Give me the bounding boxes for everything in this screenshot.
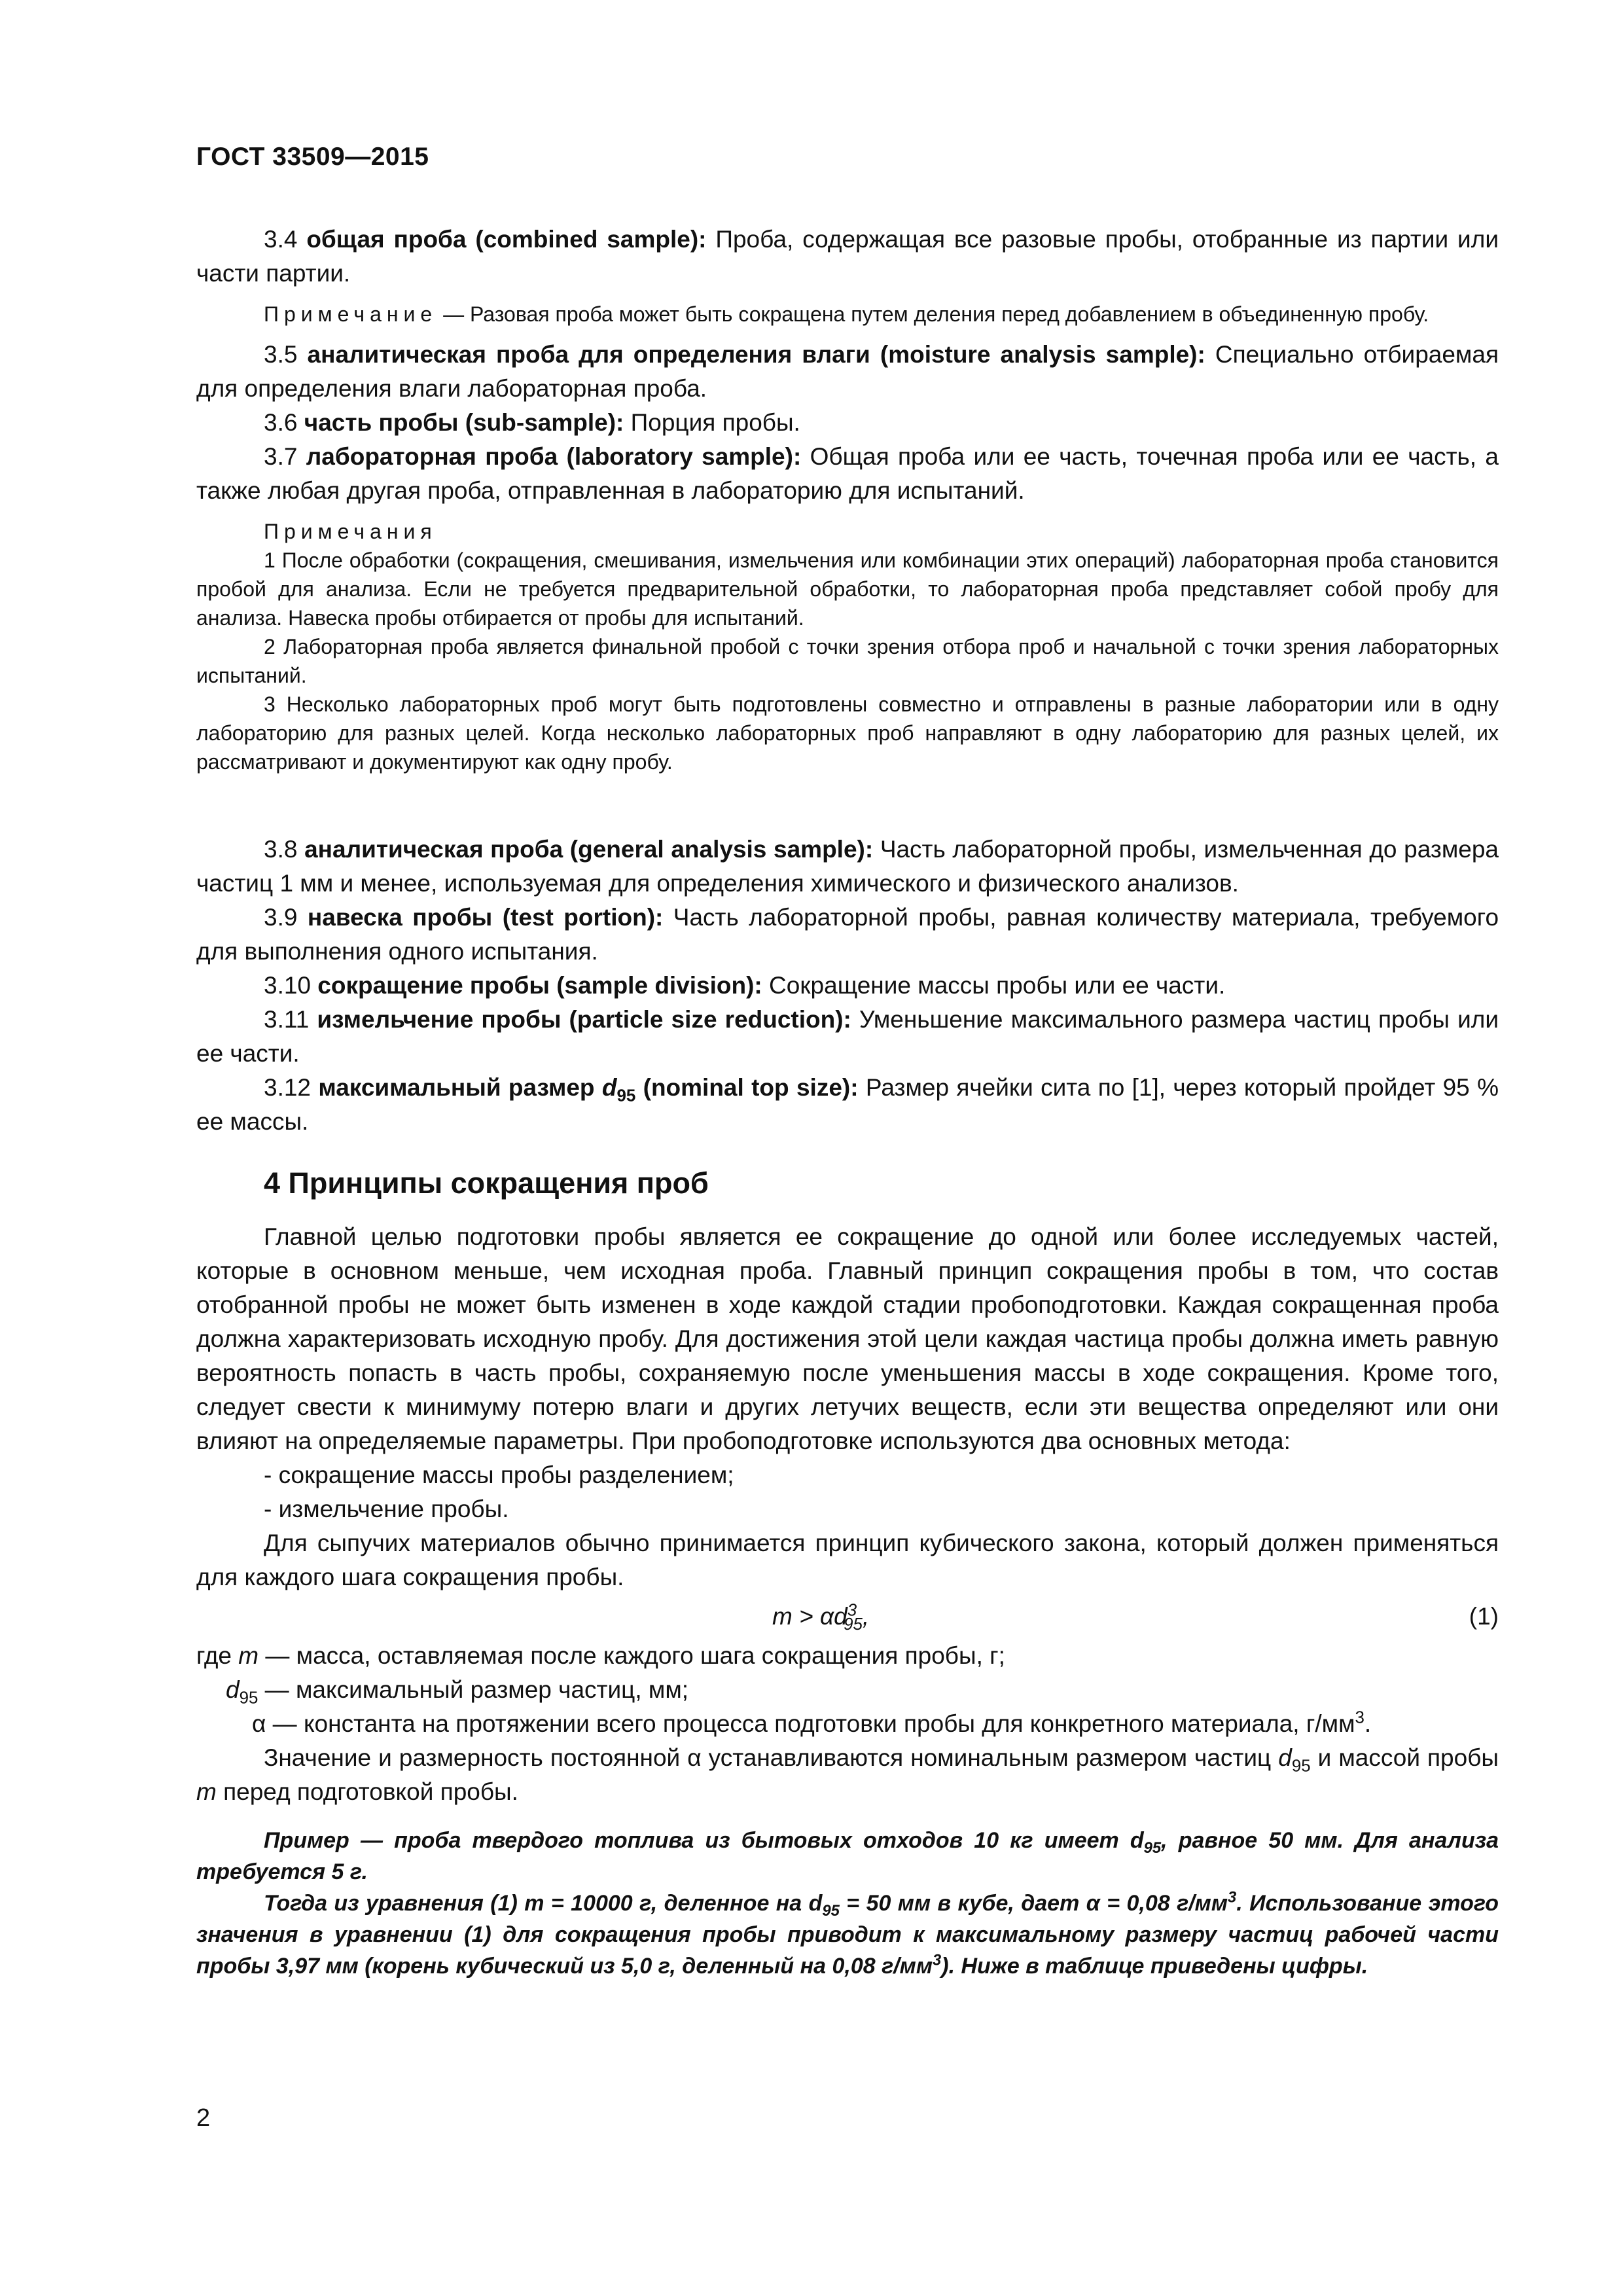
term-3-8: 3.8 аналитическая проба (general analysis sample): Часть лабораторной пробы, измельченная до размера частиц 1 мм и менее, используемая для определения химического и физического анализов.	[196, 836, 1499, 897]
note-item: 2 Лабораторная проба является финальной пробой с точки зрения отбора проб и начальной с точки зрения лабораторных испытаний.	[196, 635, 1499, 687]
definition-alpha: α — константа на протяжении всего процесса подготовки пробы для конкретного материала, $г/мм^3$.	[252, 1708, 1372, 1737]
notes-3-7: Примечания 1 После обработки (сокращения, смешивания, измельчения или комбинации этих операций) лабораторная проба становится пробой для анализа. Если не требуется предварительной обработки, то лабораторная проба представляет собой пробу для анализа. Навеска пробы отбирается от пробы для испытаний. 2 Лабораторная проба является финальной пробой с точки зрения отбора проб и начальной с точки зрения лабораторных испытаний. 3 Несколько лабораторных проб могут быть подготовлены совместно и отправлены в разные лаборатории или в одну лабораторию для разных целей. Когда несколько лабораторных проб направляют в одну лабораторию для разных целей, их рассматривают и документируют как одну пробу.	[196, 517, 1499, 776]
definition-m: где m — масса, оставляемая после каждого шага сокращения пробы, г;	[196, 1642, 1005, 1669]
term-3-4: 3.4 общая проба (combined sample): Проба, содержащая все разовые пробы, отобранные из партии или части партии.	[196, 226, 1499, 287]
section-para-3: Значение и размерность постоянной α устанавливаются номинальным размером частиц $d_{95}$ и массой пробы m перед подготовкой пробы.	[196, 1744, 1499, 1805]
section-title: 4 Принципы сокращения проб	[264, 1166, 709, 1200]
formula-definitions	[196, 1639, 1499, 1741]
term-3-12: 3.12 максимальный размер $d_{95}$ (nominal top size): Размер ячейки сита по [1], через который пройдет 95 % ее массы.	[196, 1074, 1499, 1135]
term-3-5: 3.5 аналитическая проба для определения влаги (moisture analysis sample): Специально отбираемая для определения влаги лабораторная проба.	[196, 341, 1499, 402]
list-item: - сокращение массы пробы разделением;	[264, 1462, 734, 1488]
term-3-7: 3.7 лабораторная проба (laboratory sample): Общая проба или ее часть, точечная проба или ее часть, а также любая другая проба, отправленная в лабораторию для испытаний.	[196, 443, 1499, 504]
definition-d95: $d_{95}$ — максимальный размер частиц, мм;	[226, 1676, 689, 1708]
term-3-9: 3.9 навеска пробы (test portion): Часть лабораторной пробы, равная количеству материала, требуемого для выполнения одного испытания.	[196, 904, 1499, 965]
term-3-11: 3.11 измельчение пробы (particle size reduction): Уменьшение максимального размера частиц пробы или ее части.	[196, 1006, 1499, 1067]
formula-expression: $m > \alpha d^3_{95}$,	[772, 1601, 870, 1634]
formula-number: (1)	[1469, 1603, 1499, 1630]
section-para-2: Для сыпучих материалов обычно принимается принцип кубического закона, который должен применяться для каждого шага сокращения пробы.	[196, 1530, 1499, 1590]
example-para-1: Пример — проба твердого топлива из бытовых отходов 10 кг имеет $d_{95}$, равное 50 мм. Для анализа требуется 5 г.	[196, 1828, 1499, 1884]
section-4	[196, 1166, 1499, 1982]
formula-1	[196, 1600, 1499, 1636]
list-item: - измельчение пробы.	[264, 1496, 509, 1522]
section-para-1: Главной целью подготовки пробы является ее сокращение до одной или более исследуемых частей, которые в основном меньше, чем исходная проба. Главный принцип сокращения пробы в том, что состав отобранной пробы не может быть изменен в ходе каждой стадии пробоподготовки. Каждая сокращенная проба должна характеризовать исходную пробу. Для достижения этой цели каждая частица пробы должна иметь равную вероятность попасть в часть пробы, сохраняемую после уменьшения массы в ходе сокращения. Кроме того, следует свести к минимуму потерю влаги и других летучих веществ, если эти вещества определяют или они влияют на определяемые параметры. При пробоподготовке используются два основных метода:	[196, 1223, 1499, 1454]
document-header: ГОСТ 33509—2015	[196, 143, 429, 171]
term-3-10: 3.10 сокращение пробы (sample division): Сокращение массы пробы или ее части.	[264, 972, 1226, 999]
terms-block-1	[196, 223, 1499, 776]
example-para-2: Тогда из уравнения (1) m = 10000 г, деленное на $d_{95} = 50$ мм в кубе, дает α = 0,08 $г/мм^3$. Использование этого значения в уравнении (1) для сокращения пробы приводит к максимальному размеру частиц рабочей части пробы 3,97 мм (корень кубический из 5,0 г, деленный на 0,08 $г/мм^3$). Ниже в таблице приведены цифры.	[196, 1888, 1499, 1979]
example-block	[196, 1825, 1499, 1982]
term-3-6: 3.6 часть пробы (sub-sample): Порция пробы.	[264, 409, 800, 436]
terms-block-2	[196, 833, 1499, 1139]
note-3-4: Примечание — Разовая проба может быть сокращена путем деления перед добавлением в объединенную пробу.	[264, 302, 1429, 326]
page-number: 2	[196, 2104, 211, 2132]
note-item: 1 После обработки (сокращения, смешивания, измельчения или комбинации этих операций) лабораторная проба становится пробой для анализа. Если не требуется предварительной обработки, то лабораторная проба представляет собой пробу для анализа. Навеска пробы отбирается от пробы для испытаний.	[196, 548, 1499, 630]
note-item: 3 Несколько лабораторных проб могут быть подготовлены совместно и отправлены в разные лаборатории или в одну лабораторию для разных целей. Когда несколько лабораторных проб направляют в одну лабораторию для разных целей, их рассматривают и документируют как одну пробу.	[196, 692, 1499, 774]
